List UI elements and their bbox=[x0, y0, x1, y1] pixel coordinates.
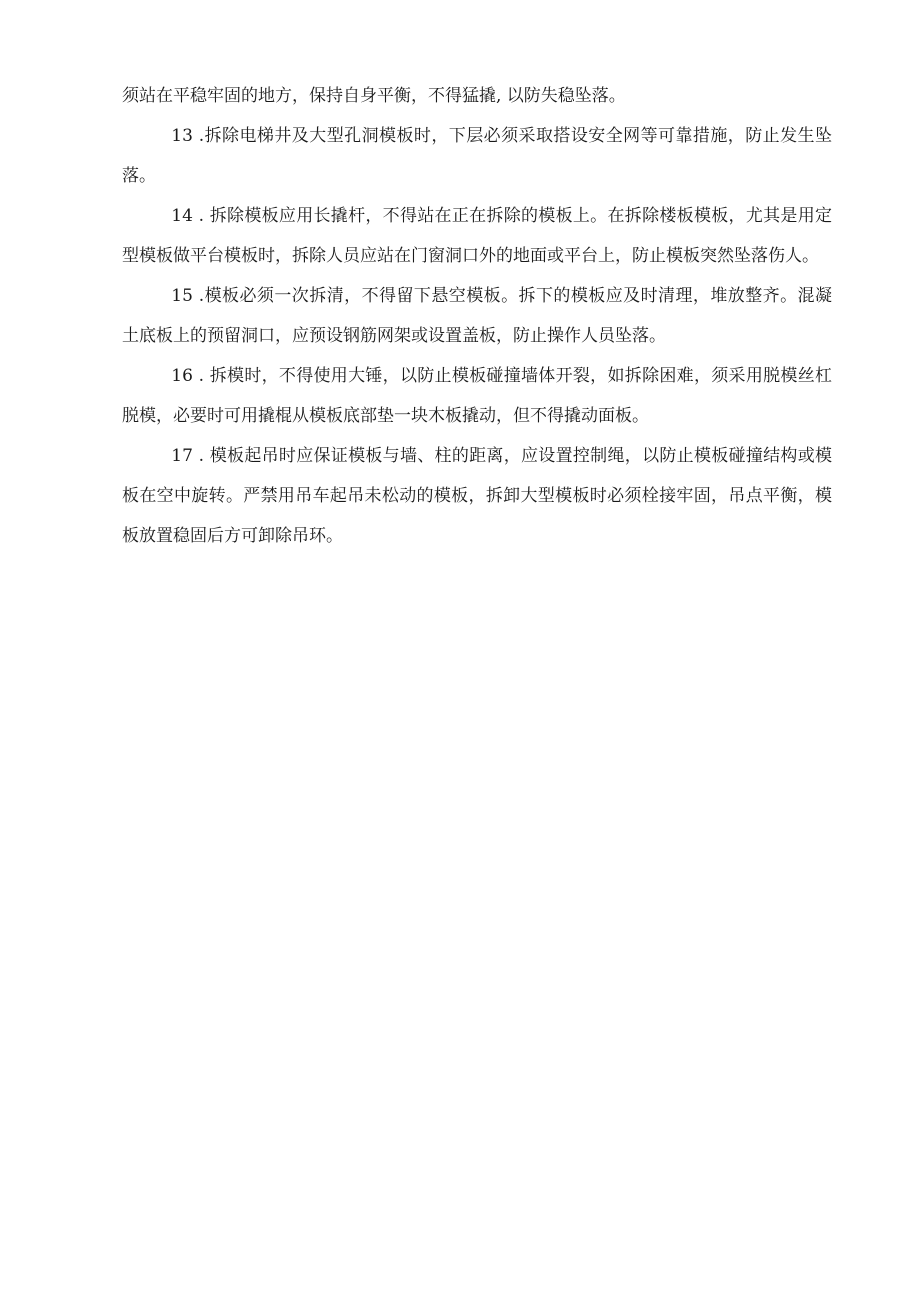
paragraph-item-17: 17 . 模板起吊时应保证模板与墙、柱的距离，应设置控制绳，以防止模板碰撞结构或模板在空中旋转。严禁用吊车起吊未松动的模板，拆卸大型模板时必须栓接牢固，吊点平衡，模板放置稳固后方可卸除吊环。 bbox=[122, 446, 832, 546]
paragraph-item-15: 15 .模板必须一次拆清，不得留下悬空模板。拆下的模板应及时清理，堆放整齐。混凝土底板上的预留洞口，应预设钢筋网架或设置盖板，防止操作人员坠落。 bbox=[122, 286, 832, 346]
paragraph-continuation: 须站在平稳牢固的地方，保持自身平衡，不得猛撬, 以防失稳坠落。 bbox=[122, 86, 626, 106]
document-body bbox=[122, 76, 832, 556]
paragraph-item-16: 16 . 拆模时，不得使用大锤，以防止模板碰撞墙体开裂，如拆除困难，须采用脱模丝杠脱模，必要时可用撬棍从模板底部垫一块木板撬动，但不得撬动面板。 bbox=[122, 366, 832, 426]
paragraph-item-13: 13 .拆除电梯井及大型孔洞模板时，下层必须采取搭设安全网等可靠措施，防止发生坠落。 bbox=[122, 126, 832, 186]
paragraph-item-14: 14 . 拆除模板应用长撬杆，不得站在正在拆除的模板上。在拆除楼板模板，尤其是用定型模板做平台模板时，拆除人员应站在门窗洞口外的地面或平台上，防止模板突然坠落伤人。 bbox=[122, 206, 832, 266]
